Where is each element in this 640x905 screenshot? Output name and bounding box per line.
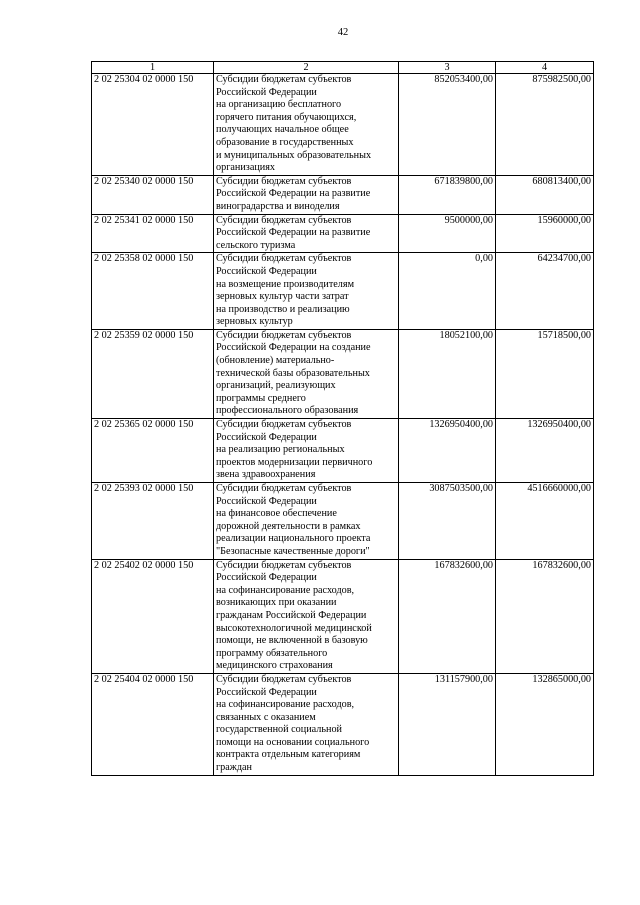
description-cell bbox=[214, 175, 399, 214]
description-cell bbox=[214, 673, 399, 775]
description-line: Субсидии бюджетам субъектов bbox=[216, 253, 352, 265]
table-row bbox=[92, 175, 594, 214]
description-line: Субсидии бюджетам субъектов bbox=[216, 74, 352, 85]
description-line: проектов модернизации первичного bbox=[216, 456, 373, 468]
description-line: звена здравоохранения bbox=[216, 469, 316, 481]
amount-col4-cell: 15718500,00 bbox=[496, 329, 594, 418]
description-line: на производство и реализацию bbox=[216, 303, 350, 315]
description-line: Российской Федерации bbox=[216, 86, 317, 98]
description-line: Субсидии бюджетам субъектов bbox=[216, 214, 352, 226]
description-line: на реализацию региональных bbox=[216, 444, 345, 456]
budget-code-cell: 2 02 25340 02 0000 150 bbox=[92, 175, 214, 214]
amount-col3-cell: 9500000,00 bbox=[399, 214, 496, 253]
description-line: зерновых культур bbox=[216, 316, 293, 328]
description-line: горячего питания обучающихся, bbox=[216, 111, 357, 123]
amount-col3-cell: 131157900,00 bbox=[399, 673, 496, 775]
amount-col3-cell: 167832600,00 bbox=[399, 559, 496, 673]
description-line: виноградарства и виноделия bbox=[216, 200, 340, 212]
budget-code-cell: 2 02 25304 02 0000 150 bbox=[92, 74, 214, 176]
amount-col4-cell: 680813400,00 bbox=[496, 175, 594, 214]
header-row bbox=[92, 62, 594, 74]
column-header-2: 2 bbox=[214, 62, 399, 74]
budget-code-cell: 2 02 25365 02 0000 150 bbox=[92, 419, 214, 483]
amount-col3-cell: 852053400,00 bbox=[399, 74, 496, 176]
description-line: программу обязательного bbox=[216, 647, 328, 659]
description-line: гражданам Российской Федерации bbox=[216, 609, 367, 621]
description-line: получающих начальное общее bbox=[216, 124, 349, 136]
table-row bbox=[92, 483, 594, 560]
column-header-1: 1 bbox=[92, 62, 214, 74]
amount-col4-cell: 4516660000,00 bbox=[496, 483, 594, 560]
description-cell bbox=[214, 253, 399, 330]
description-line: зерновых культур части затрат bbox=[216, 291, 349, 303]
description-line: на софинансирование расходов, bbox=[216, 584, 355, 596]
amount-col3-cell: 0,00 bbox=[399, 253, 496, 330]
description-line: медицинского страхования bbox=[216, 660, 333, 672]
description-line: помощи на основании социального bbox=[216, 736, 370, 748]
budget-code-cell: 2 02 25404 02 0000 150 bbox=[92, 673, 214, 775]
page-number: 42 bbox=[337, 27, 349, 38]
description-cell bbox=[214, 483, 399, 560]
table-row bbox=[92, 253, 594, 330]
description-line: профессионального образования bbox=[216, 405, 359, 417]
description-line: дорожной деятельности в рамках bbox=[216, 520, 361, 532]
description-line: Субсидии бюджетам субъектов bbox=[216, 673, 352, 685]
column-header-4: 4 bbox=[496, 62, 594, 74]
table-row bbox=[92, 419, 594, 483]
table-body bbox=[92, 74, 594, 776]
description-cell bbox=[214, 419, 399, 483]
description-line: Субсидии бюджетам субъектов bbox=[216, 419, 352, 431]
description-cell bbox=[214, 74, 399, 176]
budget-code-cell: 2 02 25358 02 0000 150 bbox=[92, 253, 214, 330]
description-line: (обновление) материально- bbox=[216, 355, 335, 367]
description-line: Субсидии бюджетам субъектов bbox=[216, 329, 352, 341]
budget-code-cell: 2 02 25393 02 0000 150 bbox=[92, 483, 214, 560]
table-row bbox=[92, 214, 594, 253]
description-line: Российской Федерации bbox=[216, 431, 317, 443]
table-row bbox=[92, 559, 594, 673]
description-line: на возмещение производителям bbox=[216, 278, 355, 290]
table-row bbox=[92, 329, 594, 418]
description-line: государственной социальной bbox=[216, 724, 343, 736]
description-line: Субсидии бюджетам субъектов bbox=[216, 559, 352, 571]
description-cell bbox=[214, 329, 399, 418]
description-line: на софинансирование расходов, bbox=[216, 699, 355, 711]
amount-col4-cell: 875982500,00 bbox=[496, 74, 594, 176]
column-header-3: 3 bbox=[399, 62, 496, 74]
description-line: Субсидии бюджетам субъектов bbox=[216, 483, 352, 494]
description-line: возникающих при оказании bbox=[216, 597, 337, 609]
description-line: технической базы образовательных bbox=[216, 367, 370, 379]
description-line: организациях bbox=[216, 162, 276, 174]
description-line: образование в государственных bbox=[216, 136, 354, 148]
description-line: связанных с оказанием bbox=[216, 711, 316, 723]
description-line: сельского туризма bbox=[216, 239, 296, 251]
description-line: Российской Федерации bbox=[216, 495, 317, 507]
description-cell bbox=[214, 214, 399, 253]
description-line: помощи, не включенной в базовую bbox=[216, 635, 368, 647]
budget-code-cell: 2 02 25359 02 0000 150 bbox=[92, 329, 214, 418]
table-row bbox=[92, 74, 594, 176]
description-line: Российской Федерации bbox=[216, 686, 317, 698]
description-line: программы среднего bbox=[216, 392, 306, 404]
budget-table bbox=[91, 61, 594, 776]
description-line: контракта отдельным категориям bbox=[216, 749, 361, 761]
amount-col3-cell: 18052100,00 bbox=[399, 329, 496, 418]
description-line: на финансовое обеспечение bbox=[216, 508, 337, 520]
amount-col3-cell: 3087503500,00 bbox=[399, 483, 496, 560]
description-line: "Безопасные качественные дороги" bbox=[216, 545, 370, 557]
amount-col4-cell: 167832600,00 bbox=[496, 559, 594, 673]
table-row bbox=[92, 673, 594, 775]
amount-col4-cell: 132865000,00 bbox=[496, 673, 594, 775]
description-line: Российской Федерации на развитие bbox=[216, 227, 371, 239]
description-line: граждан bbox=[216, 762, 252, 774]
amount-col4-cell: 64234700,00 bbox=[496, 253, 594, 330]
description-line: и муниципальных образовательных bbox=[216, 149, 372, 161]
description-line: высокотехнологичной медицинской bbox=[216, 622, 372, 634]
description-line: Российской Федерации на развитие bbox=[216, 188, 371, 200]
amount-col3-cell: 1326950400,00 bbox=[399, 419, 496, 483]
description-cell bbox=[214, 559, 399, 673]
description-line: реализации национального проекта bbox=[216, 533, 371, 545]
budget-code-cell: 2 02 25402 02 0000 150 bbox=[92, 559, 214, 673]
description-line: Субсидии бюджетам субъектов bbox=[216, 175, 352, 187]
budget-code-cell: 2 02 25341 02 0000 150 bbox=[92, 214, 214, 253]
amount-col3-cell: 671839800,00 bbox=[399, 175, 496, 214]
amount-col4-cell: 1326950400,00 bbox=[496, 419, 594, 483]
description-line: Российской Федерации на создание bbox=[216, 342, 371, 354]
description-line: на организацию бесплатного bbox=[216, 99, 342, 111]
description-line: Российской Федерации bbox=[216, 572, 317, 584]
description-line: организаций, реализующих bbox=[216, 380, 336, 392]
description-line: Российской Федерации bbox=[216, 265, 317, 277]
amount-col4-cell: 15960000,00 bbox=[496, 214, 594, 253]
